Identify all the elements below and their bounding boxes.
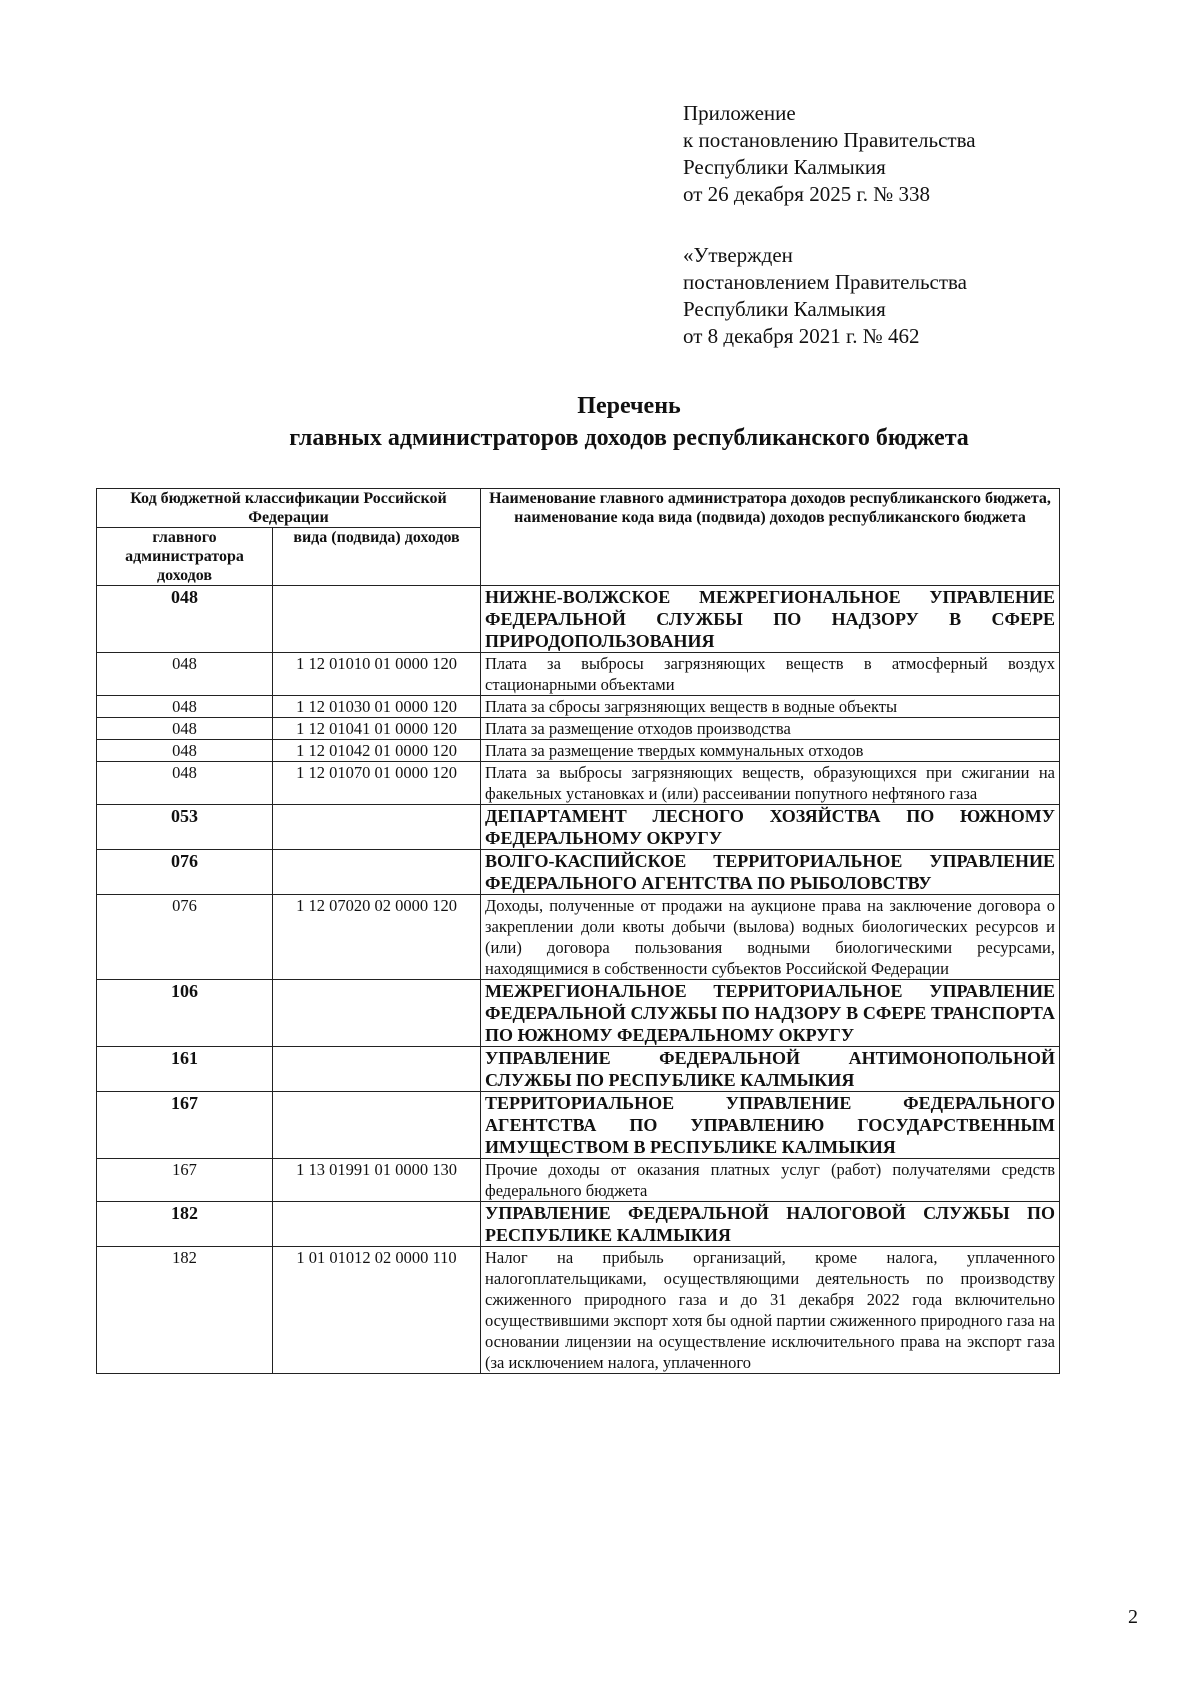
name-cell: НИЖНЕ-ВОЛЖСКОЕ МЕЖРЕГИОНАЛЬНОЕ УПРАВЛЕНИЕ ФЕДЕРАЛЬНОЙ СЛУЖБЫ ПО НАДЗОРУ В СФЕРЕ ПРИРОДОПОЛЬЗОВАНИЯ <box>481 586 1060 653</box>
admin-code-cell: 182 <box>97 1247 273 1374</box>
admin-code-cell: 048 <box>97 696 273 718</box>
approval-line-2: постановлением Правительства <box>683 270 968 294</box>
admin-code-cell: 048 <box>97 653 273 696</box>
administrator-heading-row <box>97 1202 1060 1247</box>
revenue-code-cell: 1 12 01010 01 0000 120 <box>273 653 481 696</box>
revenue-code-cell <box>273 1202 481 1247</box>
table-row <box>97 1159 1060 1202</box>
table-row <box>97 740 1060 762</box>
table-row <box>97 1247 1060 1374</box>
approval-line-4: от 8 декабря 2021 г. № 462 <box>683 324 920 348</box>
document-subtitle: главных администраторов доходов республиканского бюджета <box>289 425 969 451</box>
name-cell: ВОЛГО-КАСПИЙСКОЕ ТЕРРИТОРИАЛЬНОЕ УПРАВЛЕНИЕ ФЕДЕРАЛЬНОГО АГЕНТСТВА ПО РЫБОЛОВСТВУ <box>481 850 1060 895</box>
admin-code-cell: 167 <box>97 1092 273 1159</box>
name-cell: МЕЖРЕГИОНАЛЬНОЕ ТЕРРИТОРИАЛЬНОЕ УПРАВЛЕНИЕ ФЕДЕРАЛЬНОЙ СЛУЖБЫ ПО НАДЗОРУ В СФЕРЕ ТРАНСПОРТА ПО ЮЖНОМУ ФЕДЕРАЛЬНОМУ ОКРУГУ <box>481 980 1060 1047</box>
revenue-code-cell <box>273 980 481 1047</box>
appendix-block <box>683 100 1103 208</box>
approval-block <box>683 242 1103 350</box>
administrator-heading-row <box>97 1047 1060 1092</box>
table-row <box>97 718 1060 740</box>
name-cell: Плата за размещение твердых коммунальных отходов <box>481 740 1060 762</box>
admin-code-cell: 106 <box>97 980 273 1047</box>
table-row <box>97 696 1060 718</box>
administrator-heading-row <box>97 805 1060 850</box>
administrator-heading-row <box>97 980 1060 1047</box>
revenue-code-cell: 1 12 01042 01 0000 120 <box>273 740 481 762</box>
table-row <box>97 653 1060 696</box>
administrator-heading-row <box>97 1092 1060 1159</box>
header-main-administrator: главного администратора доходов <box>97 528 273 586</box>
admin-code-cell: 048 <box>97 762 273 805</box>
appendix-line-4: от 26 декабря 2025 г. № 338 <box>683 182 930 206</box>
revenue-code-cell: 1 12 01041 01 0000 120 <box>273 718 481 740</box>
revenue-code-cell: 1 12 07020 02 0000 120 <box>273 895 481 980</box>
table-row <box>97 895 1060 980</box>
revenue-code-cell: 1 01 01012 02 0000 110 <box>273 1247 481 1374</box>
admin-code-cell: 076 <box>97 850 273 895</box>
name-cell: Плата за сбросы загрязняющих веществ в водные объекты <box>481 696 1060 718</box>
admin-code-cell: 048 <box>97 718 273 740</box>
header-budget-classification: Код бюджетной классификации Российской Федерации <box>97 489 481 528</box>
header-revenue-kind: вида (подвида) доходов <box>273 528 481 586</box>
name-cell: Налог на прибыль организаций, кроме налога, уплаченного налогоплательщиками, осуществляющими деятельность по производству сжиженного природного газа и до 31 декабря 2022 года включительно осуществившими экспорт хотя бы одной партии сжиженного природного газа на основании лицензии на осуществление исключительного права на экспорт газа (за исключением налога, уплаченного <box>481 1247 1060 1374</box>
page-number: 2 <box>1128 1606 1138 1628</box>
revenue-code-cell <box>273 586 481 653</box>
admin-code-cell: 053 <box>97 805 273 850</box>
appendix-line-2: к постановлению Правительства <box>683 128 976 152</box>
admin-code-cell: 182 <box>97 1202 273 1247</box>
revenue-code-cell: 1 12 01070 01 0000 120 <box>273 762 481 805</box>
name-cell: Плата за выбросы загрязняющих веществ, образующихся при сжигании на факельных установках и (или) рассеивании попутного нефтяного газа <box>481 762 1060 805</box>
revenue-code-cell: 1 12 01030 01 0000 120 <box>273 696 481 718</box>
approval-line-1: «Утвержден <box>683 243 793 267</box>
name-cell: Прочие доходы от оказания платных услуг (работ) получателями средств федерального бюджета <box>481 1159 1060 1202</box>
name-cell: УПРАВЛЕНИЕ ФЕДЕРАЛЬНОЙ НАЛОГОВОЙ СЛУЖБЫ ПО РЕСПУБЛИКЕ КАЛМЫКИЯ <box>481 1202 1060 1247</box>
appendix-line-1: Приложение <box>683 101 796 125</box>
revenue-code-cell <box>273 850 481 895</box>
revenue-administrators-table <box>96 488 1060 1374</box>
revenue-code-cell <box>273 1092 481 1159</box>
appendix-line-3: Республики Калмыкия <box>683 155 886 179</box>
name-cell: Плата за размещение отходов производства <box>481 718 1060 740</box>
revenue-code-cell <box>273 805 481 850</box>
name-cell: УПРАВЛЕНИЕ ФЕДЕРАЛЬНОЙ АНТИМОНОПОЛЬНОЙ СЛУЖБЫ ПО РЕСПУБЛИКЕ КАЛМЫКИЯ <box>481 1047 1060 1092</box>
administrator-heading-row <box>97 586 1060 653</box>
approval-line-3: Республики Калмыкия <box>683 297 886 321</box>
revenue-code-cell <box>273 1047 481 1092</box>
admin-code-cell: 167 <box>97 1159 273 1202</box>
table-row <box>97 762 1060 805</box>
admin-code-cell: 076 <box>97 895 273 980</box>
name-cell: Доходы, полученные от продажи на аукционе права на заключение договора о закреплении доли квоты добычи (вылова) водных биологических ресурсов и (или) договора пользования водными биологическими ресурсами, находящимися в собственности субъектов Российской Федерации <box>481 895 1060 980</box>
administrator-heading-row <box>97 850 1060 895</box>
document-title: Перечень <box>577 393 681 419</box>
name-cell: ТЕРРИТОРИАЛЬНОЕ УПРАВЛЕНИЕ ФЕДЕРАЛЬНОГО АГЕНТСТВА ПО УПРАВЛЕНИЮ ГОСУДАРСТВЕННЫМ ИМУЩЕСТВОМ В РЕСПУБЛИКЕ КАЛМЫКИЯ <box>481 1092 1060 1159</box>
admin-code-cell: 048 <box>97 586 273 653</box>
admin-code-cell: 161 <box>97 1047 273 1092</box>
name-cell: ДЕПАРТАМЕНТ ЛЕСНОГО ХОЗЯЙСТВА ПО ЮЖНОМУ ФЕДЕРАЛЬНОМУ ОКРУГУ <box>481 805 1060 850</box>
admin-code-cell: 048 <box>97 740 273 762</box>
header-administrator-name: Наименование главного администратора доходов республиканского бюджета, наименование кода вида (подвида) доходов республиканского бюджета <box>481 489 1060 586</box>
name-cell: Плата за выбросы загрязняющих веществ в атмосферный воздух стационарными объектами <box>481 653 1060 696</box>
revenue-code-cell: 1 13 01991 01 0000 130 <box>273 1159 481 1202</box>
